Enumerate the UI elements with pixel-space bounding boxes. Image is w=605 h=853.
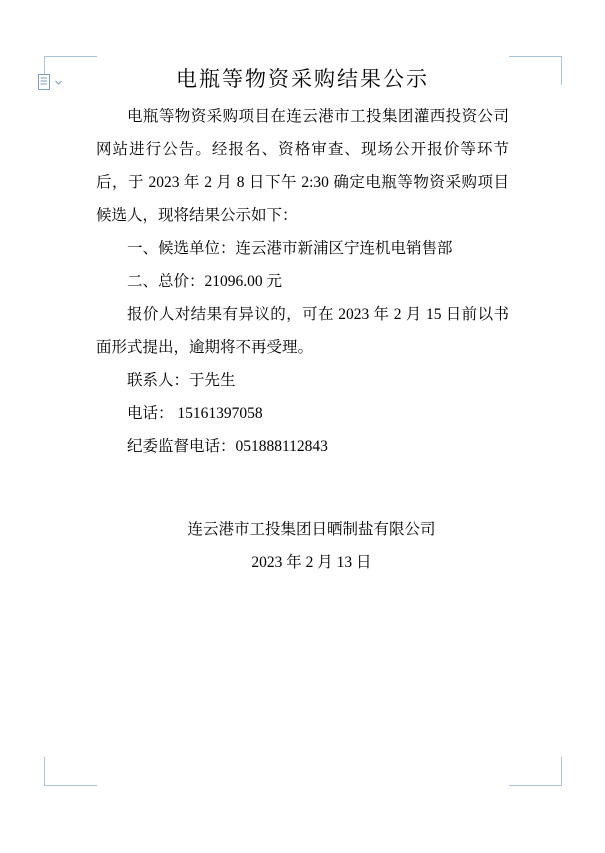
paragraph-item-1: 一、候选单位：连云港市新浦区宁连机电销售部 — [127, 240, 453, 257]
document-icon[interactable] — [38, 72, 62, 92]
footer-date: 2023 年 2 月 13 日 — [251, 554, 372, 571]
margin-mark-bottom-left — [44, 757, 97, 786]
paragraph-objection: 报价人对结果有异议的，可在 2023 年 2 月 15 日前以书面形式提出，逾期将不再受理。 — [96, 306, 509, 356]
margin-mark-bottom-right — [509, 757, 562, 786]
document-body — [96, 56, 509, 579]
page-title: 电瓶等物资采购结果公示 — [176, 67, 429, 91]
paragraph-intro: 电瓶等物资采购项目在连云港市工投集团灌西投资公司网站进行公告。经报名、资格审查、现场公开报价等环节后，于 2023 年 2 月 8 日下午 2:30 确定电瓶等物资采购项目候选人，现将结果公示如下： — [96, 108, 509, 224]
paragraph-contact-person: 联系人：于先生 — [127, 372, 236, 389]
paragraph-item-2: 二、总价：21096.00 元 — [127, 273, 283, 290]
margin-mark-top-right — [509, 56, 562, 85]
footer-company: 连云港市工投集团日晒制盐有限公司 — [187, 521, 436, 538]
document-glyph — [38, 74, 53, 91]
paragraph-phone: 电话： 15161397058 — [127, 405, 263, 422]
document-footer — [96, 513, 509, 579]
paragraph-supervision-phone: 纪委监督电话：051888112843 — [127, 438, 328, 455]
chevron-down-icon — [55, 80, 62, 85]
